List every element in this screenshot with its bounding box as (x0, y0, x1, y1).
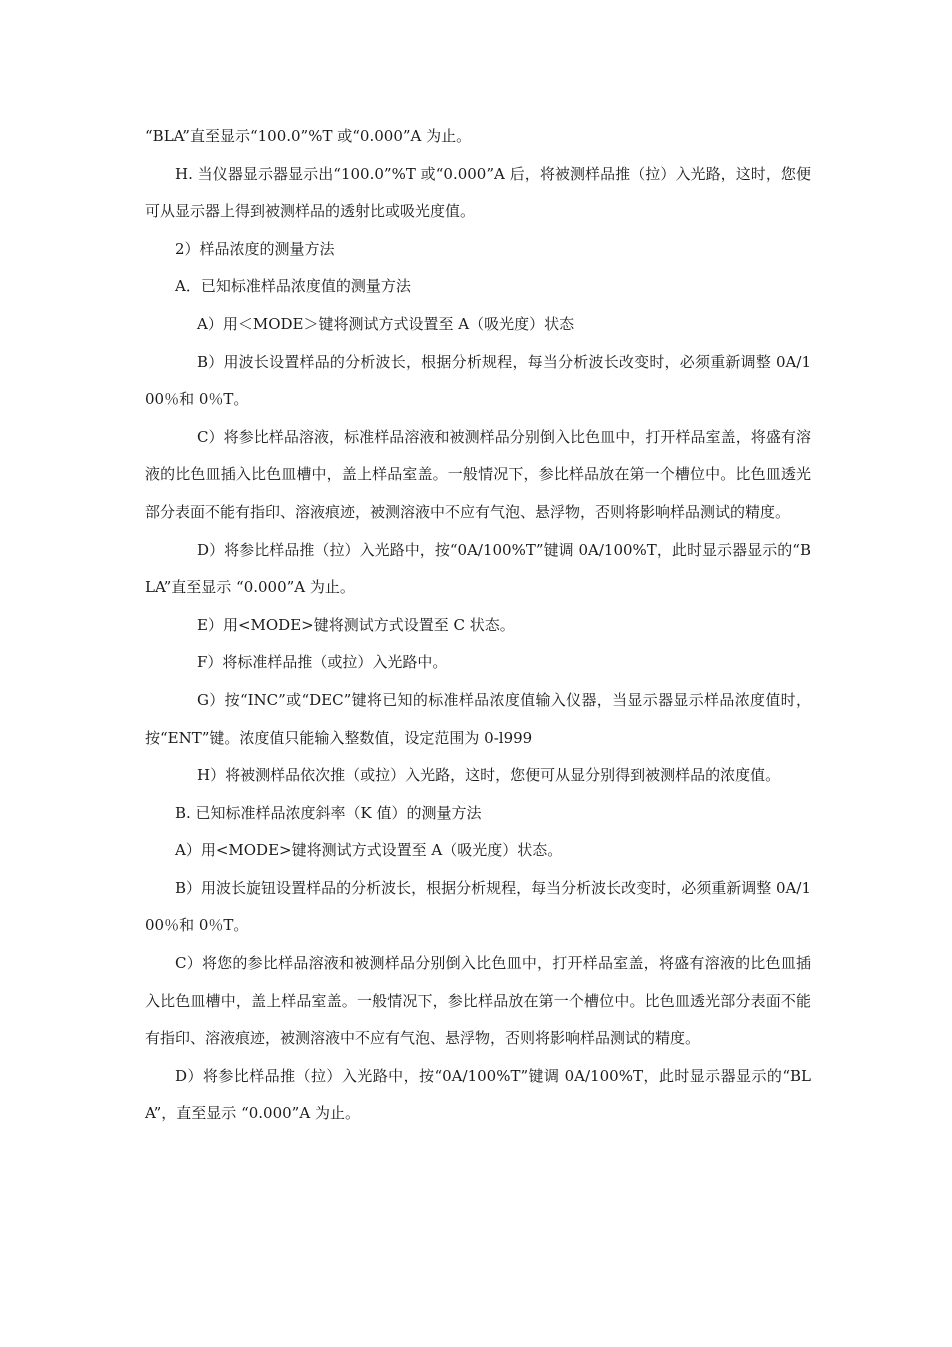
paragraph-17: D）将参比样品推（拉）入光路中，按“0A/100%T”键调 0A/100%T，此时显示器显示的“BLA”，直至显示 “0.000”A 为止。 (145, 1066, 811, 1123)
paragraph-14: A）用<MODE>键将测试方式设置至 A（吸光度）状态。 (175, 841, 563, 860)
paragraph-16: C）将您的参比样品溶液和被测样品分别倒入比色皿中，打开样品室盖，将盛有溶液的比色皿插入比色皿槽中，盖上样品室盖。一般情况下，参比样品放在第一个槽位中。比色皿透光部分表面不能有指印、溶液痕迹，被测溶液中不应有气泡、悬浮物，否则将影响样品测试的精度。 (145, 954, 811, 1048)
paragraph-15: B）用波长旋钮设置样品的分析波长，根据分析规程，每当分析波长改变时，必须重新调整 0A/100％和 0％T。 (145, 878, 811, 935)
paragraph-1: “BLA”直至显示“100.0”%T 或“0.000”A 为止。 (145, 127, 472, 145)
paragraph-11: G）按“INC”或“DEC”键将已知的标准样品浓度值输入仪器，当显示器显示样品浓度值时，按“ENT”键。浓度值只能输入整数值，设定范围为 0-l999 (145, 690, 811, 747)
paragraph-6: B）用波长设置样品的分析波长，根据分析规程，每当分析波长改变时，必须重新调整 0A/100％和 0％T。 (145, 352, 811, 409)
paragraph-8: D）将参比样品推（拉）入光路中，按“0A/100%T”键调 0A/100%T，此时显示器显示的“BLA”直至显示 “0.000”A 为止。 (145, 540, 811, 597)
paragraph-5: A）用＜MODE＞键将测试方式设置至 A（吸光度）状态 (197, 314, 575, 333)
paragraph-4: A．已知标准样品浓度值的测量方法 (175, 277, 411, 296)
paragraph-12: H）将被测样品依次推（或拉）入光路，这时，您便可从显分别得到被测样品的浓度值。 (197, 766, 781, 785)
paragraph-2: H. 当仪器显示器显示出“100.0”%T 或“0.000”A 后，将被测样品推（拉）入光路，这时，您便可从显示器上得到被测样品的透射比或吸光度值。 (145, 164, 811, 221)
paragraph-13: B. 已知标准样品浓度斜率（K 值）的测量方法 (175, 803, 482, 822)
paragraph-9: E）用<MODE>键将测试方式设置至 C 状态。 (197, 615, 515, 634)
paragraph-10: F）将标准样品推（或拉）入光路中。 (197, 653, 448, 672)
paragraph-3: 2）样品浓度的测量方法 (175, 239, 335, 258)
document-page (145, 118, 811, 1133)
paragraph-7: C）将参比样品溶液，标准样品溶液和被测样品分别倒入比色皿中，打开样品室盖，将盛有溶液的比色皿插入比色皿槽中，盖上样品室盖。一般情况下，参比样品放在第一个槽位中。比色皿透光部分表面不能有指印、溶液痕迹，被测溶液中不应有气泡、悬浮物，否则将影响样品测试的精度。 (145, 427, 811, 521)
